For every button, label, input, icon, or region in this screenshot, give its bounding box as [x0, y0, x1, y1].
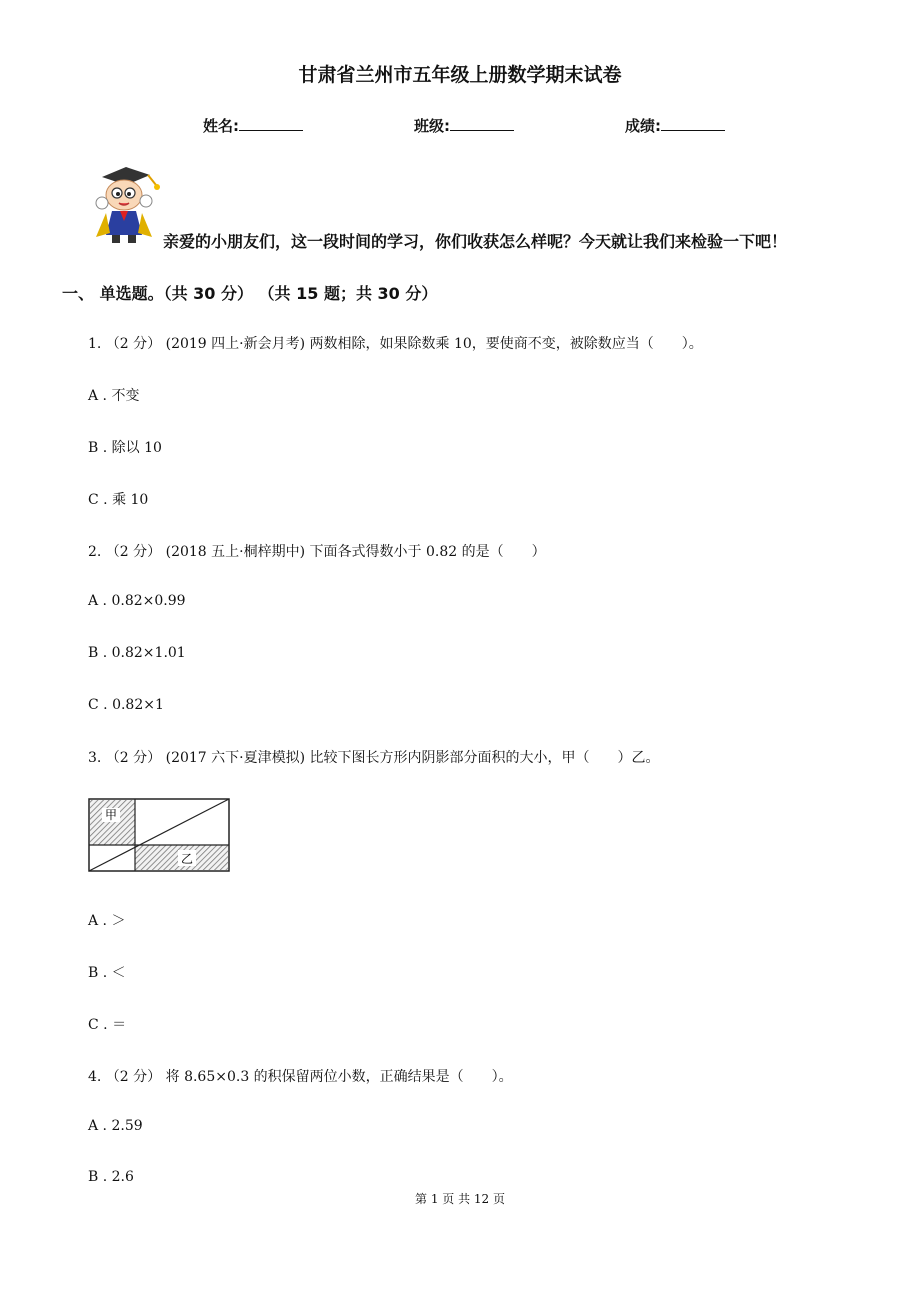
label-jia: 甲: [104, 808, 118, 822]
greeting-text: 亲爱的小朋友们，这一段时间的学习，你们收获怎么样呢？今天就让我们来检验一下吧！: [163, 232, 788, 251]
label-yi: 乙: [180, 852, 194, 866]
class-field: [414, 115, 514, 136]
question-3: 3. （2 分） (2017 六下·夏津模拟) 比较下图长方形内阴影部分面积的大小，甲（ ）乙。: [88, 750, 660, 766]
shaded-region-jia: [90, 800, 135, 845]
page-title: 甘肃省兰州市五年级上册数学期末试卷: [298, 64, 622, 86]
mascot-image: [92, 163, 164, 245]
class-label: 班级:: [414, 117, 450, 135]
q4-option-a[interactable]: A . 2.59: [88, 1118, 143, 1134]
q2-option-b[interactable]: B . 0.82×1.01: [88, 645, 186, 661]
name-blank[interactable]: [239, 116, 303, 131]
question-4: 4. （2 分） 将 8.65×0.3 的积保留两位小数，正确结果是（ ）。: [88, 1069, 513, 1085]
score-blank[interactable]: [661, 116, 725, 131]
q3-option-a[interactable]: A . ＞: [88, 913, 126, 929]
q3-option-c[interactable]: C . ＝: [88, 1017, 127, 1033]
q3-option-b[interactable]: B . ＜: [88, 965, 126, 981]
name-field: [203, 115, 303, 136]
question-2: 2. （2 分） (2018 五上·桐梓期中) 下面各式得数小于 0.82 的是（ ）: [88, 544, 546, 560]
page-footer: 第 1 页 共 12 页: [415, 1192, 505, 1206]
rectangle-figure: [88, 798, 230, 872]
q2-option-c[interactable]: C . 0.82×1: [88, 697, 164, 713]
q2-option-a[interactable]: A . 0.82×0.99: [88, 593, 186, 609]
q1-option-a[interactable]: A . 不变: [88, 388, 140, 404]
section-heading: 一、 单选题。（共 30 分） （共 15 题；共 30 分）: [62, 284, 438, 303]
score-label: 成绩:: [625, 117, 661, 135]
class-blank[interactable]: [450, 116, 514, 131]
name-label: 姓名:: [203, 117, 239, 135]
q1-option-c[interactable]: C . 乘 10: [88, 492, 149, 508]
q1-option-b[interactable]: B . 除以 10: [88, 440, 162, 456]
q4-option-b[interactable]: B . 2.6: [88, 1169, 134, 1185]
score-field: [625, 115, 725, 136]
question-1: 1. （2 分） (2019 四上·新会月考) 两数相除，如果除数乘 10，要使商不变，被除数应当（ ）。: [88, 336, 703, 352]
